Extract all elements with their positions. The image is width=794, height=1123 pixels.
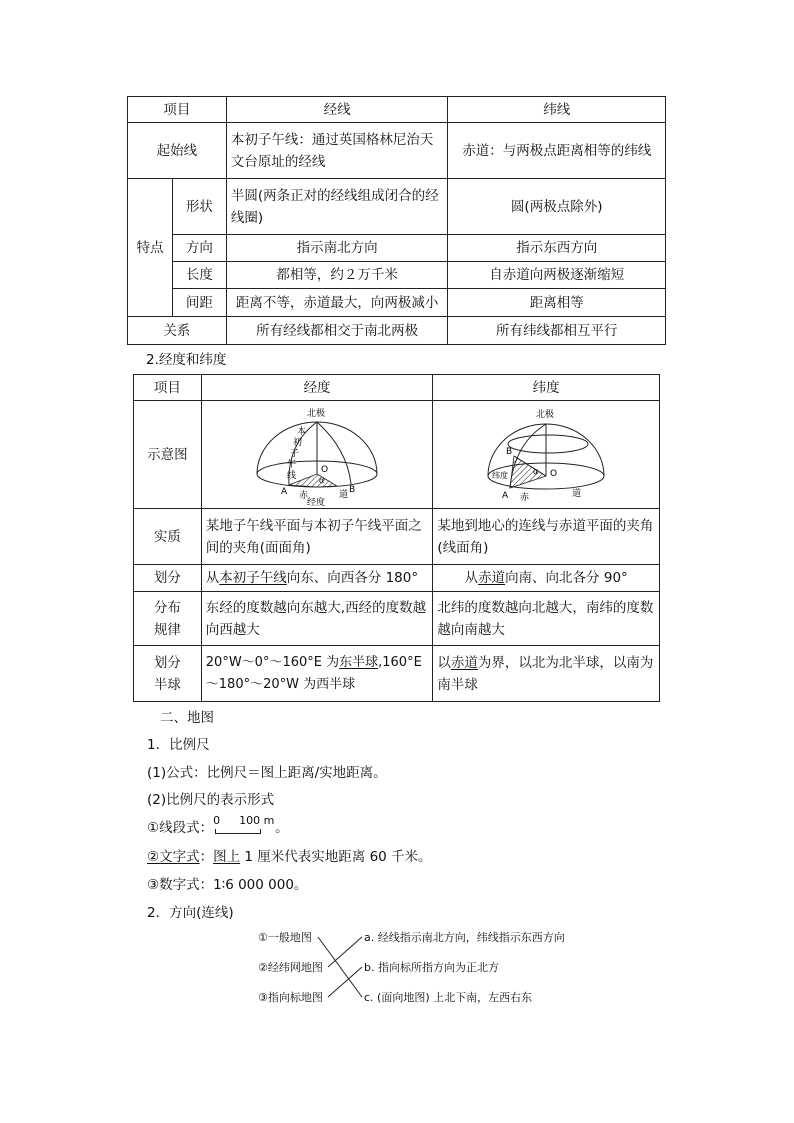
label-meridian: 午 [287,459,297,470]
cell-jing: 指示南北方向 [226,235,448,262]
scale-word-line [147,845,432,865]
text: ,160°E～180°～20°W 为西半球 [205,654,422,692]
header-jingxian: 经线 [226,97,448,123]
match-right-c: c. (面向地图) 上北下南，左西右东 [364,991,533,1004]
match-line-3b [328,967,362,997]
cell-wei: 自赤道向两极逐渐缩短 [448,262,666,289]
underlined-text: 东半球 [339,654,379,670]
cell-wei: 所有纬线都相互平行 [448,317,666,345]
label-b: B [506,446,513,457]
match-left-3: ③指向标地图 [258,991,323,1004]
cell-wei: 赤道：与两极点距离相等的纬线 [448,123,666,179]
cell-wei: 某地到地心的连线与赤道平面的夹角(线面角) [433,509,660,565]
table-row [134,565,660,592]
scale-forms-title: (2)比例尺的表示形式 [147,792,275,808]
table-row [128,123,666,179]
header-item: 项目 [134,375,202,401]
row-label: 实质 [134,509,202,565]
angle-hatch [510,456,546,488]
scale-number-line: ③数字式：1∶6 000 000。 [147,877,308,893]
text: 向东、向西各分 180° [286,570,419,586]
label-meridian: 本 [297,426,307,437]
row-label-tedian: 特点 [128,179,173,317]
label-o: O [550,468,558,479]
label-weidu: 纬度 [492,470,509,480]
table-row [134,375,660,401]
cell-jing: 所有经线都相交于南北两极 [226,317,448,345]
underlined-text: 赤道 [450,654,478,671]
label-a: A [281,486,288,497]
row-sublabel: 形状 [172,179,226,235]
latitude-circle [508,435,588,453]
table-jingdu-weidu [133,374,660,702]
cell-jing: 都相等，约２万千米 [226,262,448,289]
cell-jing: 某地子午线平面与本初子午线平面之间的夹角(面面角) [201,509,433,565]
label-meridian: 初 [293,437,303,448]
row-label: 示意图 [134,401,202,509]
cell-wei [433,646,660,702]
longitude-diagram [247,404,387,506]
cell-jing [201,565,433,592]
scale-bar [213,814,275,836]
label-o: O [321,464,329,475]
cell-wei: 指示东西方向 [448,235,666,262]
text: 20°W～0°～160°E 为 [205,654,340,670]
scale-bar-label: ①线段式： [147,820,214,836]
label-north: 北极 [536,409,555,420]
table-row [134,592,660,646]
text: 从 [205,570,220,586]
label-chi: 赤 [299,490,309,501]
underlined-text: 赤道 [478,570,506,586]
subsection-scale: 1．比例尺 [147,737,210,753]
label-line: 划分 [153,654,181,671]
table-row [128,179,666,235]
match-left-2: ②经纬网地图 [258,961,323,974]
text: 向南、向北各分 90° [505,570,628,586]
row-label: 划分 [134,565,202,592]
match-right-a: a. 经线指示南北方向，纬线指示东西方向 [364,931,565,944]
match-right-b: b. 指向标所指方向为正北方 [364,961,499,974]
row-label: 起始线 [128,123,227,179]
cell-jing: 东经的度数越向东越大,西经的度数越向西越大 [201,592,433,646]
table-row [128,262,666,289]
text: 1 厘米代表实地距离 60 千米。 [240,849,432,865]
cell-jing [201,646,433,702]
label-jingdu: 经度 [307,497,326,506]
underlined-text: ②文字式 [147,849,200,865]
label-line: 规律 [153,621,181,638]
text: ： [199,849,214,865]
row-label [134,646,202,702]
matching-lines [316,926,366,1008]
latitude-diagram [476,404,616,506]
scale-formula: (1)公式：比例尺＝图上距离/实地距离。 [147,765,387,781]
table-row [134,509,660,565]
header-jingdu: 经度 [201,375,433,401]
table-row [128,235,666,262]
scale-bar-zero: 0 [213,814,221,827]
label-b: B [349,484,356,495]
table-row [128,289,666,317]
label-dao: 道 [572,488,582,499]
match-line-2a [328,937,362,967]
cell-wei: 圆(两极点除外) [448,179,666,235]
header-weixian: 纬线 [448,97,666,123]
section-title-map: 二、地图 [160,710,214,726]
cell-wei [433,565,660,592]
section-title: 2.经度和纬度 [146,352,227,368]
cell-wei: 北纬的度数越向北越大，南纬的度数越向南越大 [433,592,660,646]
diagram-jingdu-cell [201,401,433,509]
direction-matching [258,926,568,1008]
label-alpha: α [533,466,539,476]
label-meridian: 线 [287,470,297,481]
table-row [134,646,660,702]
table-row [128,317,666,345]
cell-wei: 距离相等 [448,289,666,317]
label-north: 北极 [307,408,326,419]
scale-bar-line [147,816,289,836]
header-weidu: 纬度 [433,375,660,401]
subsection-direction: 2．方向(连线) [147,905,234,921]
table-jingxian-weixian [127,96,666,345]
cell-jing: 距离不等，赤道最大，向两极减小 [226,289,448,317]
match-line-1c [318,937,362,997]
label-line: 分布 [153,599,181,616]
label-line: 半球 [153,676,181,693]
cell-jing: 本初子午线：通过英国格林尼治天文台原址的经线 [226,123,448,179]
diagram-weidu-cell [433,401,660,509]
table-row [128,97,666,123]
label-meridian: 子 [290,448,300,459]
table-row [134,401,660,509]
text: 从 [464,570,479,586]
label-alpha: α [319,475,325,485]
scale-bar-end: 。 [275,820,289,836]
label-a: A [502,490,509,501]
row-sublabel: 间距 [172,289,226,317]
cell-jing: 半圆(两条正对的经线组成闭合的经线圈) [226,179,448,235]
label-chi: 赤 [520,492,530,503]
row-sublabel: 方向 [172,235,226,262]
header-item: 项目 [128,97,227,123]
text: 以 [437,654,451,671]
scale-bar-hundred: 100 m [239,814,275,827]
row-label [134,592,202,646]
angle-hatch [289,474,337,487]
row-sublabel: 长度 [172,262,226,289]
text: 为界，以北为北半球，以南为南半球 [437,654,654,693]
match-left-1: ①一般地图 [258,931,312,944]
scale-bar-rule [215,829,261,834]
row-label: 关系 [128,317,227,345]
label-dao: 道 [339,489,349,500]
underlined-text: 本初子午线 [219,570,287,586]
underlined-text: 图上 [213,849,241,865]
